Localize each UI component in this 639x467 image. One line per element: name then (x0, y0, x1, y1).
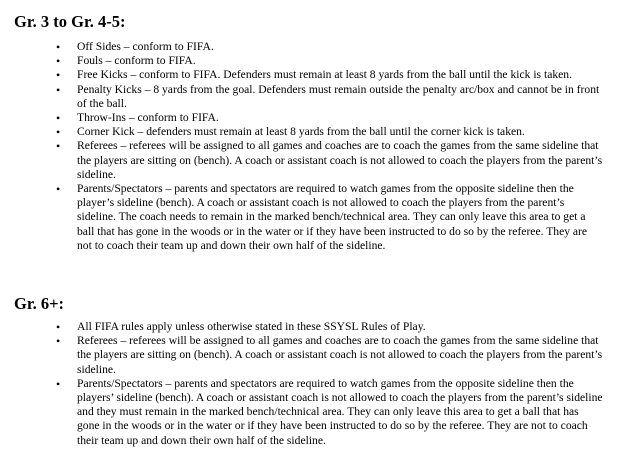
rule-text: Referees – referees will be assigned to all games and coaches are to coach the games from the same sideline that the players are sitting on (bench). A coach or assistant coach is not allowed to coach the players from the parent’s sideline. (77, 139, 603, 181)
rule-item-corner-kick (56, 125, 604, 139)
section-heading-gr3-to-gr4-5: Gr. 3 to Gr. 4-5: (14, 12, 126, 31)
rule-item-throw-ins (56, 111, 604, 125)
bullet-icon: • (56, 334, 61, 349)
bullet-icon: • (56, 125, 61, 140)
bullet-icon: • (56, 82, 61, 97)
rule-text: Parents/Spectators – parents and spectators are required to watch games from the opposite sideline then the player’s sideline (bench). A coach or assistant coach is not allowed to coach the players from the parent’s sideline. The coach needs to remain in the marked bench/technical area. They can only leave this area to get a ball that has gone in the woods or in the water or if they have been instructed to do so by the referee. They are not to coach their team up and down their own half of the sideline. (77, 182, 588, 252)
bullet-icon: • (56, 376, 61, 391)
rule-text: Corner Kick – defenders must remain at least 8 yards from the ball until the corner kick is taken. (77, 125, 525, 139)
rule-item-parents-spectators (56, 182, 604, 253)
rule-text: All FIFA rules apply unless otherwise stated in these SSYSL Rules of Play. (77, 320, 426, 333)
rule-item-penalty-kicks (56, 83, 604, 111)
bullet-icon: • (56, 54, 61, 69)
rule-item-referees (56, 139, 604, 182)
rule-item-off-sides (56, 40, 604, 54)
bullet-icon: • (56, 182, 61, 197)
rule-item-parents-spectators (56, 377, 604, 448)
rule-text: Parents/Spectators – parents and spectators are required to watch games from the opposite sideline then the players’ sideline (bench). A coach or assistant coach is not allowed to coach the players from the parent’s sideline and they must remain in the marked bench/technical area. They can only leave this area to get a ball that has gone in the woods or in the water or if they have been instructed to do so by the referee. They are not to coach their team up and down their own half of the sideline. (77, 376, 603, 447)
rule-item-free-kicks (56, 68, 604, 82)
rules-list-gr6-plus (56, 320, 604, 448)
rule-text: Off Sides – conform to FIFA. (77, 40, 214, 53)
rules-list-gr3-to-gr4-5 (56, 40, 604, 253)
section-heading-gr6-plus: Gr. 6+: (14, 294, 65, 313)
bullet-icon: • (56, 320, 61, 334)
rule-item-fouls (56, 54, 604, 68)
bullet-icon: • (56, 40, 61, 54)
rule-text: Referees – referees will be assigned to all games and coaches are to coach the games from the same sideline that the players are sitting on (bench). A coach or assistant coach is not allowed to coach the players from the parent’s sideline. (77, 334, 603, 376)
rule-text: Penalty Kicks – 8 yards from the goal. Defenders must remain outside the penalty arc/box and cannot be in front of the ball. (77, 82, 600, 110)
rule-item-fifa-rules (56, 320, 604, 334)
rule-text: Free Kicks – conform to FIFA. Defenders must remain at least 8 yards from the ball until the kick is taken. (77, 68, 572, 82)
rule-item-referees (56, 334, 604, 377)
rule-text: Throw-Ins – conform to FIFA. (77, 111, 219, 125)
bullet-icon: • (56, 68, 61, 83)
rule-text: Fouls – conform to FIFA. (77, 54, 196, 68)
bullet-icon: • (56, 139, 61, 154)
bullet-icon: • (56, 111, 61, 126)
